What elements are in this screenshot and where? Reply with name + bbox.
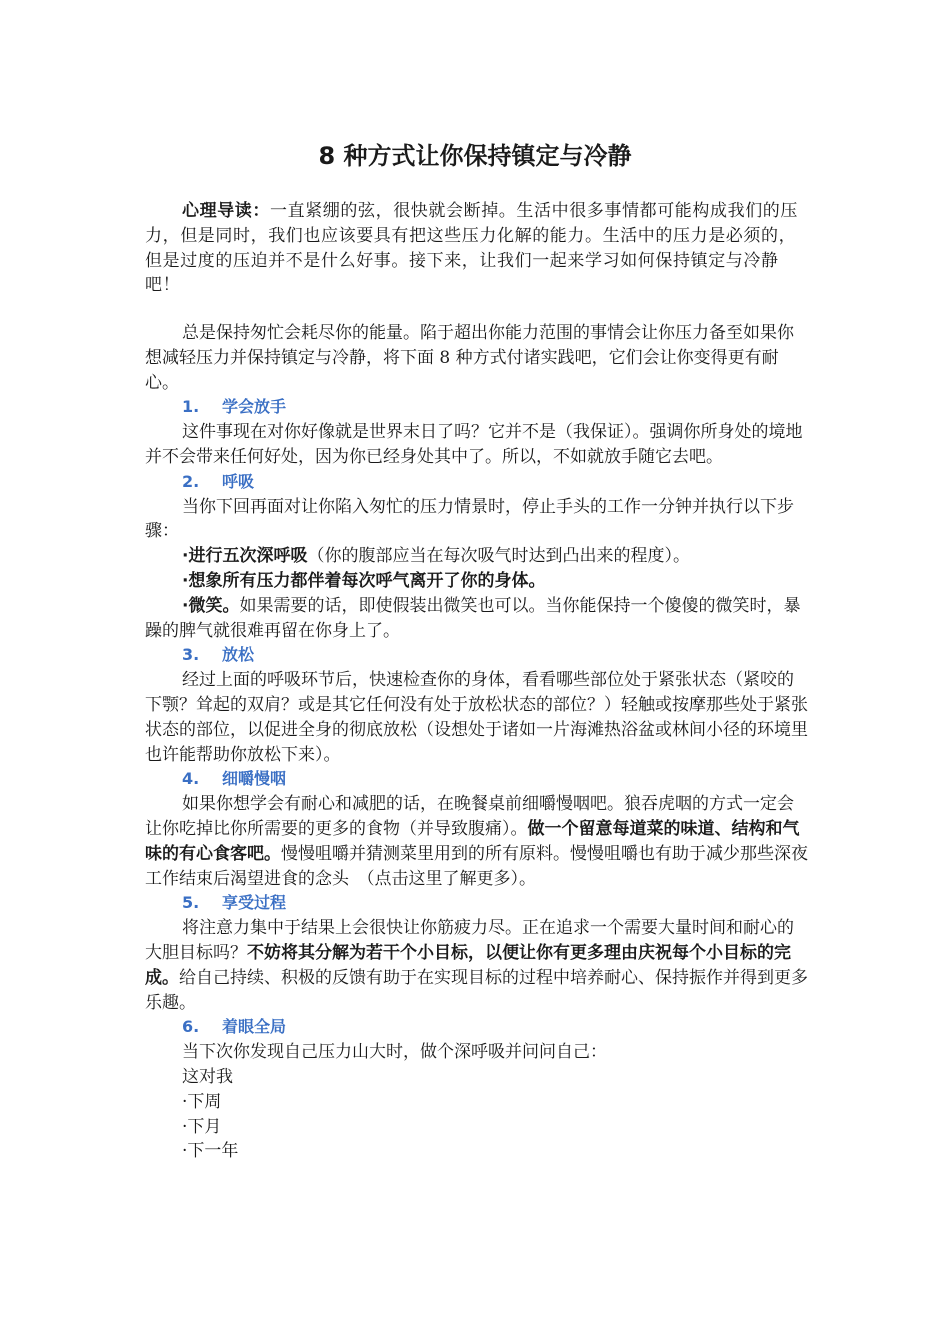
list-item: ·下月 — [182, 1116, 222, 1137]
opening-paragraph: 总是保持匆忙会耗尽你的能量。陷于超出你能力范围的事情会让你压力备至如果你想减轻压力并保持镇定与冷静，将下面 8 种方式付诸实践吧，它们会让你变得更有耐心。 — [145, 323, 794, 393]
section-heading-2 — [145, 470, 810, 495]
section-text-bold: 做一个留意每道菜的味道、结构和气味的有心食客吧。 — [145, 818, 800, 864]
bullet-text: （你的腹部应当在每次吸气时达到凸出来的程度）。 — [307, 546, 690, 567]
bullet-item — [145, 544, 810, 569]
bullet-text: 如果需要的话，即使假装出微笑也可以。当你能保持一个傻傻的微笑时，暴躁的脾气就很难再留在你身上了。 — [145, 595, 801, 641]
section-number: 3. — [182, 645, 200, 665]
section-title: 学会放手 — [222, 397, 287, 417]
section-title: 呼吸 — [222, 471, 255, 491]
section-title: 细嚼慢咽 — [222, 769, 287, 789]
section-number: 1. — [182, 397, 200, 417]
bullet-bold: ·想象所有压力都伴着每次呼气离开了你的身体。 — [182, 570, 546, 591]
bullet-item — [145, 569, 810, 594]
section-text-1: 这件事现在对你好像就是世界末日了吗？它并不是（我保证）。强调你所身处的境地并不会带来任何好处，因为你已经身处其中了。所以，不如就放手随它去吧。 — [145, 422, 803, 467]
section-number: 5. — [182, 893, 200, 913]
section-heading-6 — [145, 1015, 810, 1040]
section-text-part: 如果你想学会有耐心和减肥的话，在晚餐桌前细嚼慢咽吧。狼吞虎咽的方式一定会让你吃掉比你所需要的更多的食物（并导致腹痛）。 — [145, 794, 794, 839]
bullet-bold: ·进行五次深呼吸 — [182, 546, 308, 567]
intro-label: 心理导读： — [182, 201, 270, 221]
section-text-2: 当你下回再面对让你陷入匆忙的压力情景时，停止手头的工作一分钟并执行以下步骤： — [145, 496, 794, 542]
section-title: 享受过程 — [222, 893, 287, 913]
section-heading-4 — [145, 767, 810, 792]
list-item: ·下一年 — [182, 1141, 239, 1162]
article-body — [145, 321, 810, 1164]
section-title: 着眼全局 — [222, 1017, 287, 1037]
section-text-5 — [145, 916, 810, 1015]
section-lead: 这对我 — [182, 1066, 233, 1087]
section-text-4 — [145, 792, 810, 891]
section-text-3: 经过上面的呼吸环节后，快速检查你的身体，看看哪些部位处于紧张状态（紧咬的下颚？耸起的双肩？或是其它任何没有处于放松状态的部位？）轻触或按摩那些处于紧张状态的部位，以促进全身的彻底放松（设想处于诸如一片海滩热浴盆或林间小径的环境里也许能帮助你放松下来）。 — [145, 670, 808, 765]
section-number: 4. — [182, 769, 200, 789]
list-item: ·下周 — [182, 1091, 222, 1112]
section-text-6: 当下次你发现自己压力山大时，做个深呼吸并问问自己： — [182, 1042, 607, 1063]
section-text-part: 将注意力集中于结果上会很快让你筋疲力尽。正在追求一个需要大量时间和耐心的大胆目标吗？ — [145, 918, 794, 963]
intro-paragraph — [145, 199, 810, 298]
section-title: 放松 — [222, 645, 255, 665]
section-heading-3 — [145, 643, 810, 668]
section-heading-5 — [145, 891, 810, 916]
bullet-bold: ·微笑。 — [182, 595, 240, 616]
section-number: 6. — [182, 1017, 200, 1037]
section-text-part: 给自己持续、积极的反馈有助于在实现目标的过程中培养耐心、保持振作并得到更多乐趣。 — [145, 967, 808, 1013]
bullet-item — [145, 594, 810, 644]
page-title: 8 种方式让你保持镇定与冷静 — [318, 142, 632, 170]
section-text-part: 慢慢咀嚼并猜测菜里用到的所有原料。慢慢咀嚼也有助于减少那些深夜工作结束后渴望进食的念头 （点击这里了解更多）。 — [145, 843, 808, 889]
section-text-bold: 不妨将其分解为若干个小目标，以便让你有更多理由庆祝每个小目标的完成。 — [145, 942, 791, 988]
section-number: 2. — [182, 471, 200, 491]
intro-text: 一直紧绷的弦，很快就会断掉。生活中很多事情都可能构成我们的压力，但是同时，我们也应该要具有把这些压力化解的能力。生活中的压力是必须的，但是过度的压迫并不是什么好事。接下来，让我们一起来学习如何保持镇定与冷静吧！ — [145, 201, 798, 296]
section-heading-1 — [145, 395, 810, 420]
